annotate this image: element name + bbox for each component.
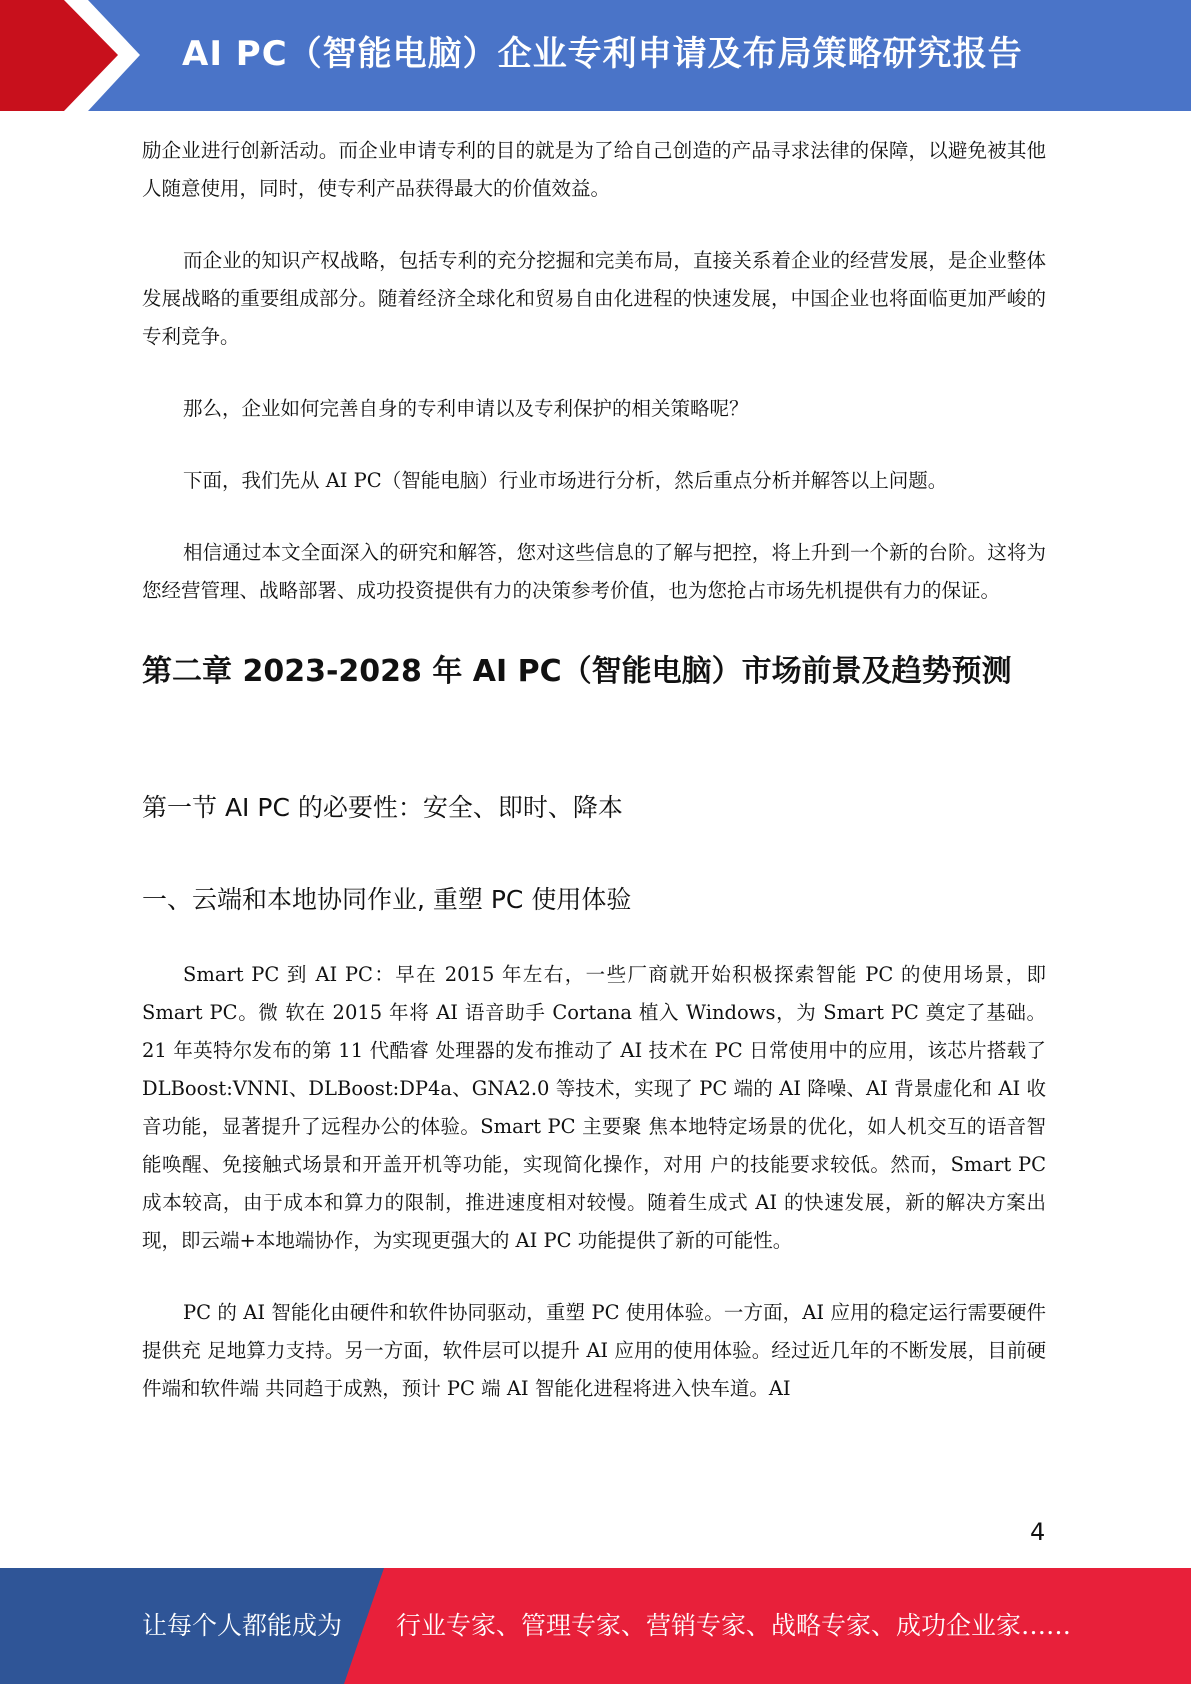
paragraph: 励企业进行创新活动。而企业申请专利的目的就是为了给自己创造的产品寻求法律的保障，以避免被其他人随意使用，同时，使专利产品获得最大的价值效益。 xyxy=(142,139,1046,200)
paragraph: 下面，我们先从 AI PC（智能电脑）行业市场进行分析，然后重点分析并解答以上问题。 xyxy=(183,469,948,492)
footer-slogan: 让每个人都能成为 xyxy=(142,1611,343,1640)
chapter-title: 第二章 2023-2028 年 AI PC（智能电脑）市场前景及趋势预测 xyxy=(142,654,1012,689)
header-arrow-emblem xyxy=(0,0,160,111)
footer-roles: 行业专家、管理专家、营销专家、战略专家、成功企业家…… xyxy=(396,1611,1072,1640)
paragraph: PC 的 AI 智能化由硬件和软件协同驱动，重塑 PC 使用体验。一方面，AI 应用的稳定运行需要硬件提供充 足地算力支持。另一方面，软件层可以提升 AI 应用的使用体验。经过近几年的不断发展，目前硬件端和软件端 共同趋于成熟，预计 PC 端 AI 智能化进程将进入快车道。AI xyxy=(142,1301,1046,1400)
section-title: 第一节 AI PC 的必要性：安全、即时、降本 xyxy=(142,793,623,822)
header-title: AI PC（智能电脑）企业专利申请及布局策略研究报告 xyxy=(182,34,1023,74)
subsection-title: 一、云端和本地协同作业, 重塑 PC 使用体验 xyxy=(142,885,632,914)
page-number: 4 xyxy=(1030,1518,1046,1546)
paragraph: 而企业的知识产权战略，包括专利的充分挖掘和完美布局，直接关系着企业的经营发展，是企业整体发展战略的重要组成部分。随着经济全球化和贸易自由化进程的快速发展，中国企业也将面临更加严峻的专利竞争。 xyxy=(142,249,1046,348)
page-content xyxy=(142,132,1046,1408)
page-footer xyxy=(0,1568,1191,1684)
paragraph: 那么，企业如何完善自身的专利申请以及专利保护的相关策略呢？ xyxy=(183,397,749,420)
paragraph: 相信通过本文全面深入的研究和解答，您对这些信息的了解与把控，将上升到一个新的台阶。这将为您经营管理、战略部署、成功投资提供有力的决策参考价值，也为您抢占市场先机提供有力的保证。 xyxy=(142,541,1046,602)
page-header xyxy=(0,0,1191,111)
paragraph: Smart PC 到 AI PC：早在 2015 年左右，一些厂商就开始积极探索智能 PC 的使用场景，即 Smart PC。微 软在 2015 年将 AI 语音助手 Cortana 植入 Windows，为 Smart PC 奠定了基础。21 年英特尔发布的第 11 代酷睿 处理器的发布推动了 AI 技术在 PC 日常使用中的应用，该芯片搭载了 DLBoost:VNNI、DLBoost:DP4a、GNA2.0 等技术，实现了 PC 端的 AI 降噪、AI 背景虚化和 AI 收音功能，显著提升了远程办公的体验。Smart PC 主要聚 焦本地特定场景的优化，如人机交互的语音智能唤醒、免接触式场景和开盖开机等功能，实现简化操作，对用 户的技能要求较低。然而，Smart PC 成本较高，由于成本和算力的限制，推进速度相对较慢。随着生成式 AI 的快速发展，新的解决方案出现，即云端+本地端协作，为实现更强大的 AI PC 功能提供了新的可能性。 xyxy=(142,963,1046,1252)
